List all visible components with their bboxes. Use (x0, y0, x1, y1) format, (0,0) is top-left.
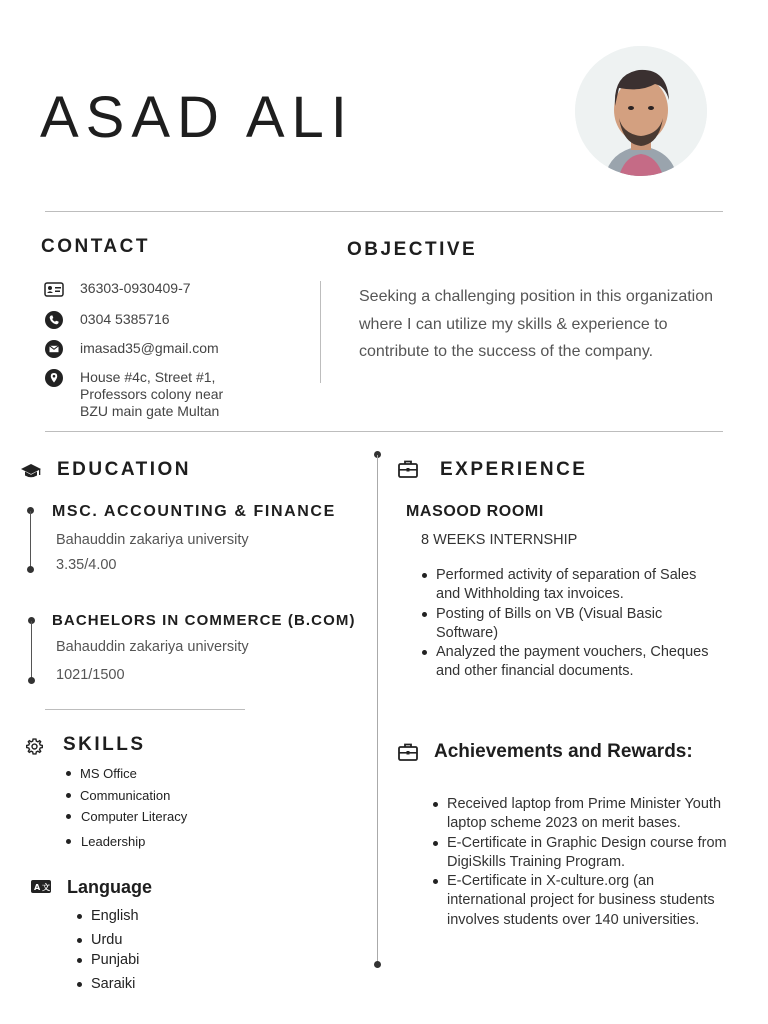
school-name: Bahauddin zakariya university (56, 532, 249, 548)
experience-title: EXPERIENCE (440, 459, 588, 480)
achievements-title: Achievements and Rewards: (434, 741, 693, 762)
divider (45, 211, 723, 212)
translate-icon (31, 879, 51, 900)
list-item: Communication (62, 787, 187, 804)
objective-text: Seeking a challenging position in this organization where I can utilize my skills & experience to contribute to the success of the company. (359, 288, 714, 360)
address (80, 369, 223, 420)
achievements-list (429, 795, 734, 930)
column-divider (377, 455, 378, 964)
candidate-name: ASAD ALI (40, 85, 354, 150)
list-item: Posting of Bills on VB (Visual Basic Software) (418, 605, 718, 644)
contact-phone-row (44, 311, 170, 329)
list-item: Performed activity of separation of Sales and Withholding tax invoices. (418, 566, 718, 605)
degree-score: 3.35/4.00 (56, 557, 117, 573)
profile-photo (575, 46, 707, 176)
contact-email-row (44, 340, 219, 358)
list-item: MS Office (62, 765, 187, 782)
id-number: 36303-0930409-7 (80, 280, 191, 296)
divider (45, 431, 723, 432)
gear-icon (26, 738, 43, 760)
degree-title: MSC. ACCOUNTING & FINANCE (52, 503, 336, 520)
timeline-line (31, 621, 32, 679)
contact-divider (320, 281, 321, 383)
address-line: House #4c, Street #1, (80, 369, 216, 385)
company-name: MASOOD ROOMI (406, 503, 544, 520)
avatar (575, 46, 707, 176)
phone-number[interactable]: 0304 5385716 (80, 311, 170, 327)
location-pin-icon (44, 369, 64, 387)
skills-list (62, 765, 187, 850)
language-list (73, 906, 139, 994)
contact-address-row (44, 369, 223, 420)
divider (45, 709, 245, 710)
list-item: Computer Literacy (62, 808, 187, 825)
address-line: BZU main gate Multan (80, 403, 220, 419)
timeline-dot (28, 677, 35, 684)
list-item: Leadership (62, 833, 187, 850)
timeline-line (30, 511, 31, 568)
list-item: Received laptop from Prime Minister Youth laptop scheme 2023 on merit bases. (429, 795, 734, 834)
school-name: Bahauddin zakariya university (56, 639, 249, 655)
phone-icon (44, 311, 64, 329)
timeline-dot (27, 566, 34, 573)
briefcase-icon (398, 743, 418, 766)
list-item: Saraiki (73, 974, 139, 994)
role-title: 8 WEEKS INTERNSHIP (421, 532, 578, 548)
list-item: Analyzed the payment vouchers, Cheques and other financial documents. (418, 643, 718, 682)
degree-title: BACHELORS IN COMMERCE (B.COM) (52, 612, 356, 629)
address-line: Professors colony near (80, 386, 224, 402)
language-title: Language (67, 877, 153, 897)
list-item: Urdu (73, 930, 139, 950)
email-icon (44, 340, 64, 358)
education-title: EDUCATION (57, 459, 192, 480)
contact-id-row (44, 280, 191, 298)
contact-title: CONTACT (41, 236, 150, 257)
list-item: E-Certificate in Graphic Design course from DigiSkills Training Program. (429, 834, 734, 873)
timeline-dot (374, 961, 381, 968)
experience-list (418, 566, 718, 682)
email-address[interactable]: imasad35@gmail.com (80, 340, 219, 356)
graduation-cap-icon (20, 462, 42, 485)
list-item: Punjabi (73, 950, 139, 970)
objective-title: OBJECTIVE (347, 239, 478, 260)
svg-text:文: 文 (42, 883, 50, 892)
list-item: English (73, 906, 139, 926)
degree-score: 1021/1500 (56, 667, 125, 683)
list-item: E-Certificate in X-culture.org (an international project for business students involves students over 140 universities. (429, 872, 734, 930)
skills-title: SKILLS (63, 734, 146, 755)
briefcase-icon (398, 460, 418, 483)
id-card-icon (44, 280, 64, 298)
svg-text:A: A (34, 883, 41, 892)
